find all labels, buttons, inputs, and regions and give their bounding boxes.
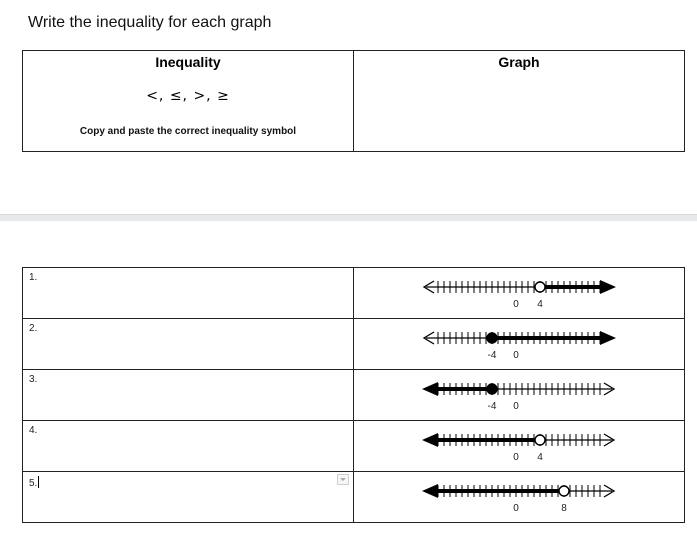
graph-cell xyxy=(354,370,685,421)
right-arrow-icon xyxy=(600,331,616,345)
row-number: 2. xyxy=(29,323,38,334)
table-row xyxy=(23,268,685,319)
left-arrow-icon xyxy=(422,484,438,498)
left-arrow-icon xyxy=(422,382,438,396)
graph-cell xyxy=(354,472,685,523)
row-number: 5. xyxy=(29,478,38,489)
graph-cell xyxy=(354,421,685,472)
instruction-text: Copy and paste the correct inequality symbol xyxy=(79,126,297,137)
row-number: 3. xyxy=(29,374,38,385)
table-row xyxy=(23,319,685,370)
tick-label: 8 xyxy=(561,503,567,514)
tick-label: 0 xyxy=(513,452,519,463)
tick-label: -4 xyxy=(487,401,497,412)
page-break-divider xyxy=(0,214,697,221)
tick-label: 4 xyxy=(537,452,543,463)
answer-cell[interactable] xyxy=(23,268,354,319)
answer-cell[interactable] xyxy=(23,472,354,523)
inequality-heading: Inequality xyxy=(155,54,221,70)
graph-cell xyxy=(354,268,685,319)
header-table xyxy=(22,50,685,152)
answer-cell[interactable] xyxy=(23,421,354,472)
closed-dot-icon xyxy=(487,333,497,343)
table-row xyxy=(23,472,685,523)
tick-label: 4 xyxy=(537,299,543,310)
inequality-symbols[interactable]: <, ≤, >, ≥ xyxy=(146,88,230,104)
inequality-header-cell xyxy=(23,51,354,152)
tick-label: 0 xyxy=(513,299,519,310)
page-title: Write the inequality for each graph xyxy=(28,14,272,31)
number-line-graph xyxy=(354,268,685,318)
graph-heading: Graph xyxy=(498,54,540,70)
row-number: 4. xyxy=(29,425,38,436)
number-line-graph xyxy=(354,421,685,471)
open-dot-icon xyxy=(535,282,545,292)
tick-label: 0 xyxy=(513,350,519,361)
closed-dot-icon xyxy=(487,384,497,394)
number-line-graph xyxy=(354,370,685,420)
table-row xyxy=(23,421,685,472)
answer-table xyxy=(22,267,685,523)
answer-cell[interactable] xyxy=(23,319,354,370)
graph-cell xyxy=(354,319,685,370)
table-row xyxy=(23,370,685,421)
left-arrow-icon xyxy=(422,433,438,447)
row-number: 1. xyxy=(29,272,38,283)
right-arrow-icon xyxy=(600,280,616,294)
graph-header-cell xyxy=(354,51,685,152)
tick-label: 0 xyxy=(513,401,519,412)
answer-cell[interactable] xyxy=(23,370,354,421)
open-dot-icon xyxy=(559,486,569,496)
open-dot-icon xyxy=(535,435,545,445)
tick-label: -4 xyxy=(487,350,497,361)
text-cursor xyxy=(38,476,39,488)
dropdown-arrow-icon[interactable] xyxy=(337,474,349,485)
number-line-graph xyxy=(354,472,685,522)
number-line-graph xyxy=(354,319,685,369)
tick-label: 0 xyxy=(513,503,519,514)
